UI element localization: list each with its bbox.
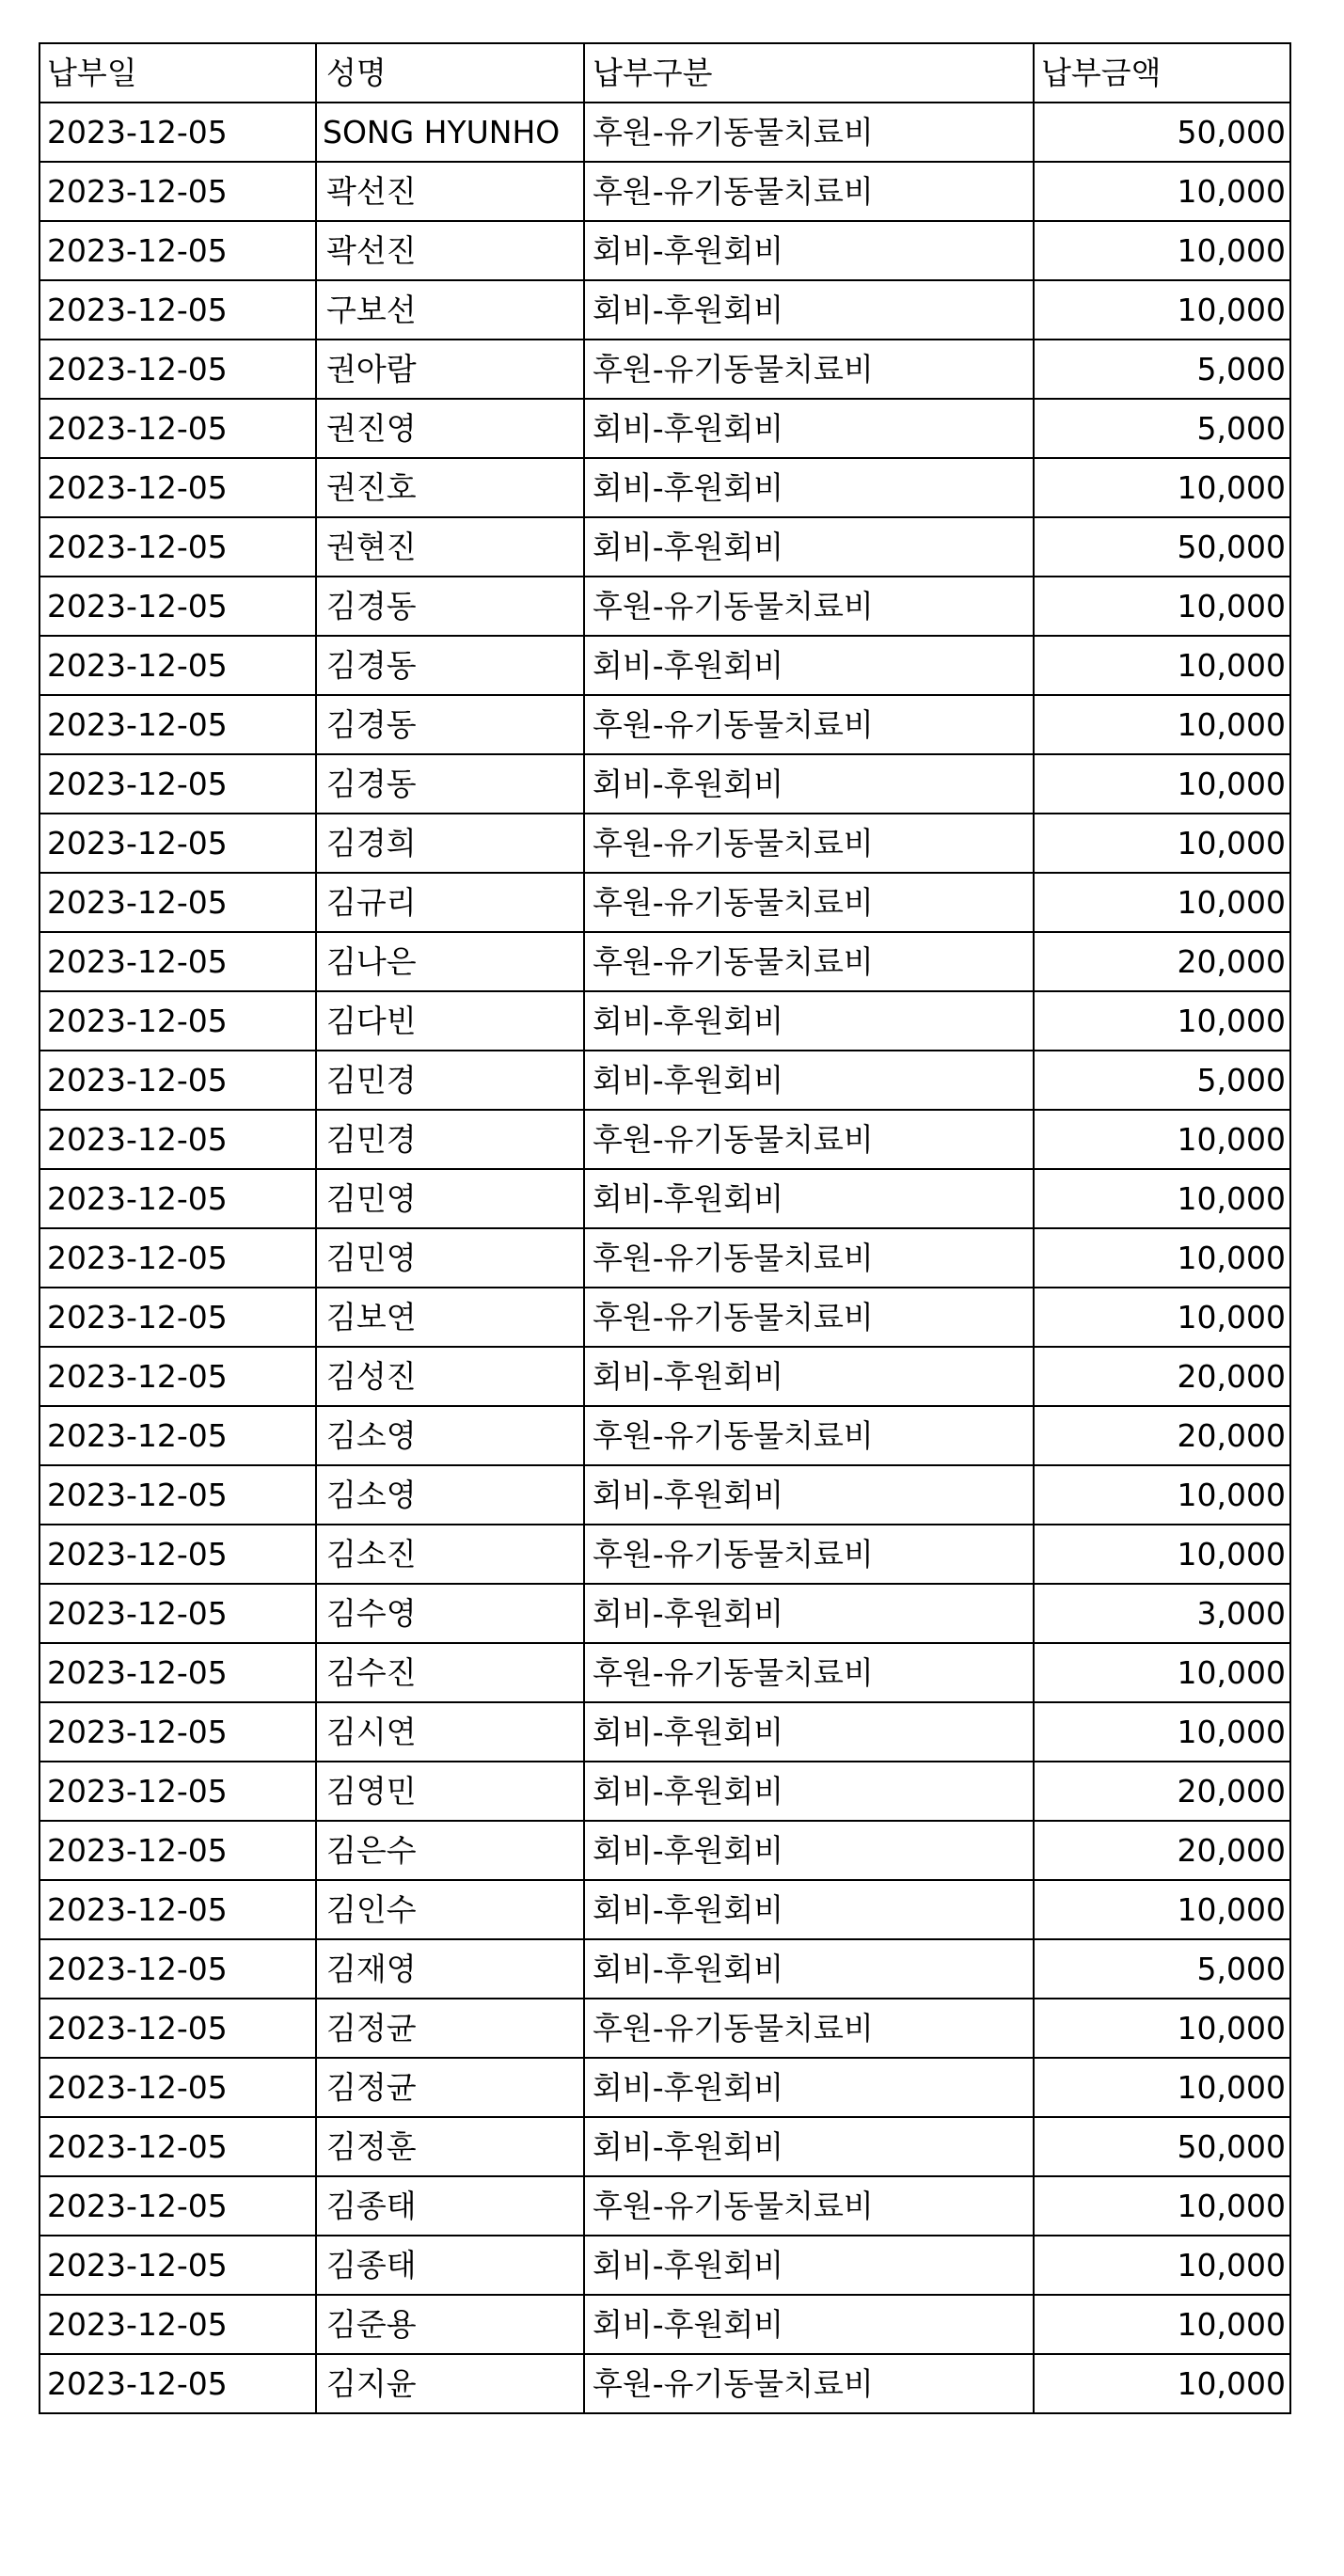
cell-name: 김인수 — [316, 1880, 584, 1939]
cell-date: 2023-12-05 — [40, 1525, 316, 1584]
cell-type: 후원-유기동물치료비 — [584, 1110, 1034, 1169]
payment-table — [39, 42, 1291, 2414]
table-row — [40, 577, 1290, 636]
cell-type: 후원-유기동물치료비 — [584, 577, 1034, 636]
cell-date: 2023-12-05 — [40, 932, 316, 991]
table-row — [40, 1051, 1290, 1110]
cell-date: 2023-12-05 — [40, 577, 316, 636]
cell-date: 2023-12-05 — [40, 1347, 316, 1406]
cell-type: 회비-후원회비 — [584, 2117, 1034, 2176]
cell-name: 김민영 — [316, 1169, 584, 1228]
table-row — [40, 1584, 1290, 1643]
cell-type: 후원-유기동물치료비 — [584, 162, 1034, 221]
table-row — [40, 1643, 1290, 1702]
cell-amount: 5,000 — [1034, 1939, 1290, 1999]
cell-type: 회비-후원회비 — [584, 1584, 1034, 1643]
cell-amount: 10,000 — [1034, 873, 1290, 932]
table-row — [40, 2058, 1290, 2117]
cell-date: 2023-12-05 — [40, 1939, 316, 1999]
cell-name: 김민경 — [316, 1110, 584, 1169]
table-row — [40, 221, 1290, 280]
cell-date: 2023-12-05 — [40, 221, 316, 280]
cell-date: 2023-12-05 — [40, 873, 316, 932]
cell-type: 회비-후원회비 — [584, 2236, 1034, 2295]
cell-date: 2023-12-05 — [40, 2236, 316, 2295]
table-row — [40, 873, 1290, 932]
cell-name: 김다빈 — [316, 991, 584, 1051]
cell-name: 김성진 — [316, 1347, 584, 1406]
table-header-row — [40, 43, 1290, 103]
cell-amount: 50,000 — [1034, 517, 1290, 577]
cell-name: 곽선진 — [316, 221, 584, 280]
table-row — [40, 103, 1290, 162]
table-row — [40, 1169, 1290, 1228]
cell-type: 회비-후원회비 — [584, 458, 1034, 517]
cell-name: 김종태 — [316, 2176, 584, 2236]
cell-amount: 5,000 — [1034, 399, 1290, 458]
cell-amount: 3,000 — [1034, 1584, 1290, 1643]
table-row — [40, 1228, 1290, 1288]
cell-name: 김수진 — [316, 1643, 584, 1702]
cell-type: 회비-후원회비 — [584, 1762, 1034, 1821]
cell-name: 권진영 — [316, 399, 584, 458]
table-row — [40, 340, 1290, 399]
table-row — [40, 932, 1290, 991]
cell-name: 김경동 — [316, 695, 584, 754]
cell-type: 후원-유기동물치료비 — [584, 1643, 1034, 1702]
cell-name: 김정훈 — [316, 2117, 584, 2176]
cell-name: 권아람 — [316, 340, 584, 399]
cell-date: 2023-12-05 — [40, 1051, 316, 1110]
table-row — [40, 1110, 1290, 1169]
cell-type: 회비-후원회비 — [584, 1880, 1034, 1939]
cell-amount: 10,000 — [1034, 636, 1290, 695]
table-row — [40, 1939, 1290, 1999]
table-body — [40, 103, 1290, 2413]
payment-list-sheet — [39, 42, 1291, 2414]
cell-date: 2023-12-05 — [40, 103, 316, 162]
table-row — [40, 1880, 1290, 1939]
cell-type: 회비-후원회비 — [584, 1939, 1034, 1999]
cell-date: 2023-12-05 — [40, 340, 316, 399]
table-row — [40, 1406, 1290, 1465]
table-row — [40, 1525, 1290, 1584]
cell-date: 2023-12-05 — [40, 1999, 316, 2058]
cell-type: 회비-후원회비 — [584, 991, 1034, 1051]
cell-type: 회비-후원회비 — [584, 1821, 1034, 1880]
cell-name: 김규리 — [316, 873, 584, 932]
table-row — [40, 1288, 1290, 1347]
table-row — [40, 399, 1290, 458]
cell-type: 회비-후원회비 — [584, 399, 1034, 458]
cell-date: 2023-12-05 — [40, 1110, 316, 1169]
table-row — [40, 2354, 1290, 2413]
cell-type: 회비-후원회비 — [584, 636, 1034, 695]
table-row — [40, 2236, 1290, 2295]
cell-name: SONG HYUNHO — [316, 103, 584, 162]
cell-name: 김종태 — [316, 2236, 584, 2295]
cell-type: 회비-후원회비 — [584, 1169, 1034, 1228]
cell-name: 김재영 — [316, 1939, 584, 1999]
cell-type: 회비-후원회비 — [584, 2295, 1034, 2354]
table-row — [40, 1347, 1290, 1406]
header-name: 성명 — [316, 43, 584, 103]
cell-amount: 50,000 — [1034, 2117, 1290, 2176]
cell-name: 김정균 — [316, 1999, 584, 2058]
cell-date: 2023-12-05 — [40, 1228, 316, 1288]
cell-date: 2023-12-05 — [40, 1762, 316, 1821]
cell-amount: 10,000 — [1034, 1169, 1290, 1228]
cell-date: 2023-12-05 — [40, 2058, 316, 2117]
cell-date: 2023-12-05 — [40, 1288, 316, 1347]
cell-amount: 20,000 — [1034, 1821, 1290, 1880]
cell-name: 김준용 — [316, 2295, 584, 2354]
cell-amount: 10,000 — [1034, 1525, 1290, 1584]
cell-type: 회비-후원회비 — [584, 1702, 1034, 1762]
cell-amount: 10,000 — [1034, 754, 1290, 814]
table-row — [40, 754, 1290, 814]
cell-type: 후원-유기동물치료비 — [584, 340, 1034, 399]
cell-name: 김민경 — [316, 1051, 584, 1110]
cell-amount: 10,000 — [1034, 1880, 1290, 1939]
cell-amount: 20,000 — [1034, 932, 1290, 991]
table-row — [40, 1762, 1290, 1821]
cell-date: 2023-12-05 — [40, 1880, 316, 1939]
table-row — [40, 517, 1290, 577]
cell-amount: 50,000 — [1034, 103, 1290, 162]
cell-amount: 10,000 — [1034, 2058, 1290, 2117]
table-row — [40, 1821, 1290, 1880]
cell-type: 후원-유기동물치료비 — [584, 1999, 1034, 2058]
cell-date: 2023-12-05 — [40, 636, 316, 695]
cell-date: 2023-12-05 — [40, 2117, 316, 2176]
cell-type: 후원-유기동물치료비 — [584, 1228, 1034, 1288]
cell-amount: 20,000 — [1034, 1762, 1290, 1821]
cell-type: 후원-유기동물치료비 — [584, 1525, 1034, 1584]
cell-date: 2023-12-05 — [40, 2295, 316, 2354]
cell-name: 김은수 — [316, 1821, 584, 1880]
cell-name: 김영민 — [316, 1762, 584, 1821]
cell-name: 김소영 — [316, 1465, 584, 1525]
cell-date: 2023-12-05 — [40, 754, 316, 814]
cell-amount: 10,000 — [1034, 1999, 1290, 2058]
cell-amount: 10,000 — [1034, 2236, 1290, 2295]
cell-name: 김시연 — [316, 1702, 584, 1762]
table-row — [40, 991, 1290, 1051]
cell-date: 2023-12-05 — [40, 2354, 316, 2413]
table-row — [40, 280, 1290, 340]
table-row — [40, 458, 1290, 517]
cell-amount: 10,000 — [1034, 2354, 1290, 2413]
cell-type: 회비-후원회비 — [584, 1347, 1034, 1406]
cell-date: 2023-12-05 — [40, 1702, 316, 1762]
cell-type: 회비-후원회비 — [584, 2058, 1034, 2117]
cell-date: 2023-12-05 — [40, 399, 316, 458]
cell-date: 2023-12-05 — [40, 458, 316, 517]
cell-amount: 5,000 — [1034, 340, 1290, 399]
cell-name: 권진호 — [316, 458, 584, 517]
cell-type: 후원-유기동물치료비 — [584, 814, 1034, 873]
cell-date: 2023-12-05 — [40, 1643, 316, 1702]
cell-date: 2023-12-05 — [40, 162, 316, 221]
cell-date: 2023-12-05 — [40, 517, 316, 577]
cell-amount: 10,000 — [1034, 1110, 1290, 1169]
cell-name: 김수영 — [316, 1584, 584, 1643]
cell-amount: 10,000 — [1034, 458, 1290, 517]
cell-amount: 10,000 — [1034, 1288, 1290, 1347]
cell-amount: 10,000 — [1034, 2176, 1290, 2236]
cell-name: 김민영 — [316, 1228, 584, 1288]
cell-date: 2023-12-05 — [40, 1584, 316, 1643]
cell-amount: 10,000 — [1034, 1465, 1290, 1525]
cell-date: 2023-12-05 — [40, 2176, 316, 2236]
cell-type: 회비-후원회비 — [584, 1465, 1034, 1525]
cell-name: 김경동 — [316, 636, 584, 695]
cell-name: 구보선 — [316, 280, 584, 340]
table-row — [40, 814, 1290, 873]
cell-type: 회비-후원회비 — [584, 221, 1034, 280]
cell-name: 김경희 — [316, 814, 584, 873]
cell-name: 김정균 — [316, 2058, 584, 2117]
cell-date: 2023-12-05 — [40, 1169, 316, 1228]
cell-type: 후원-유기동물치료비 — [584, 695, 1034, 754]
cell-type: 후원-유기동물치료비 — [584, 1406, 1034, 1465]
table-row — [40, 1999, 1290, 2058]
table-row — [40, 636, 1290, 695]
cell-amount: 10,000 — [1034, 991, 1290, 1051]
cell-name: 김경동 — [316, 577, 584, 636]
cell-amount: 10,000 — [1034, 1228, 1290, 1288]
cell-amount: 20,000 — [1034, 1406, 1290, 1465]
cell-amount: 5,000 — [1034, 1051, 1290, 1110]
cell-name: 권현진 — [316, 517, 584, 577]
cell-amount: 10,000 — [1034, 814, 1290, 873]
table-row — [40, 1702, 1290, 1762]
header-payment-date: 납부일 — [40, 43, 316, 103]
cell-type: 후원-유기동물치료비 — [584, 1288, 1034, 1347]
cell-type: 회비-후원회비 — [584, 1051, 1034, 1110]
table-row — [40, 2176, 1290, 2236]
cell-date: 2023-12-05 — [40, 1406, 316, 1465]
cell-type: 후원-유기동물치료비 — [584, 873, 1034, 932]
cell-amount: 10,000 — [1034, 577, 1290, 636]
cell-amount: 20,000 — [1034, 1347, 1290, 1406]
table-row — [40, 162, 1290, 221]
cell-name: 곽선진 — [316, 162, 584, 221]
cell-name: 김소진 — [316, 1525, 584, 1584]
cell-date: 2023-12-05 — [40, 695, 316, 754]
cell-type: 회비-후원회비 — [584, 754, 1034, 814]
cell-type: 회비-후원회비 — [584, 280, 1034, 340]
cell-date: 2023-12-05 — [40, 991, 316, 1051]
table-row — [40, 2295, 1290, 2354]
cell-type: 후원-유기동물치료비 — [584, 2176, 1034, 2236]
cell-amount: 10,000 — [1034, 695, 1290, 754]
cell-type: 후원-유기동물치료비 — [584, 932, 1034, 991]
table-row — [40, 695, 1290, 754]
cell-amount: 10,000 — [1034, 1643, 1290, 1702]
cell-name: 김보연 — [316, 1288, 584, 1347]
cell-amount: 10,000 — [1034, 221, 1290, 280]
cell-amount: 10,000 — [1034, 280, 1290, 340]
cell-name: 김나은 — [316, 932, 584, 991]
cell-name: 김지윤 — [316, 2354, 584, 2413]
cell-name: 김경동 — [316, 754, 584, 814]
cell-amount: 10,000 — [1034, 162, 1290, 221]
cell-type: 후원-유기동물치료비 — [584, 103, 1034, 162]
cell-amount: 10,000 — [1034, 2295, 1290, 2354]
table-row — [40, 1465, 1290, 1525]
header-payment-type: 납부구분 — [584, 43, 1034, 103]
cell-name: 김소영 — [316, 1406, 584, 1465]
cell-amount: 10,000 — [1034, 1702, 1290, 1762]
cell-type: 회비-후원회비 — [584, 517, 1034, 577]
cell-date: 2023-12-05 — [40, 814, 316, 873]
header-payment-amount: 납부금액 — [1034, 43, 1290, 103]
table-row — [40, 2117, 1290, 2176]
cell-type: 후원-유기동물치료비 — [584, 2354, 1034, 2413]
cell-date: 2023-12-05 — [40, 280, 316, 340]
cell-date: 2023-12-05 — [40, 1465, 316, 1525]
cell-date: 2023-12-05 — [40, 1821, 316, 1880]
